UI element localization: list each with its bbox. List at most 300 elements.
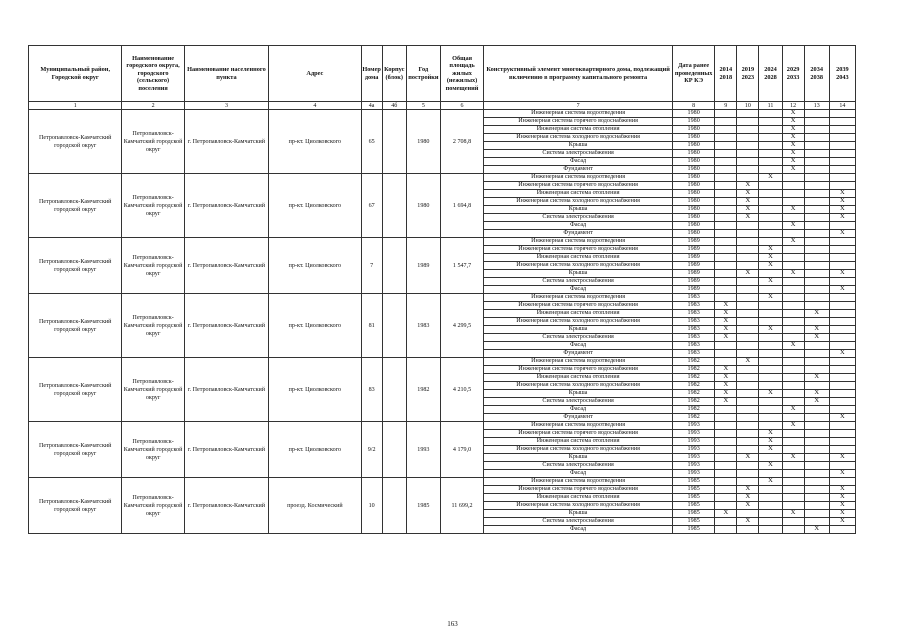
period-mark-cell bbox=[782, 214, 804, 222]
period-mark-cell bbox=[737, 414, 759, 422]
period-mark-cell bbox=[737, 342, 759, 350]
period-mark-cell bbox=[782, 294, 804, 302]
period-mark-cell bbox=[715, 206, 737, 214]
prior-repair-date-cell: 1985 bbox=[673, 486, 715, 494]
period-mark-cell bbox=[737, 510, 759, 518]
period-mark-cell: X bbox=[737, 358, 759, 366]
element-name-cell: Инженерная система горячего водоснабжения bbox=[484, 302, 673, 310]
municipality-cell: Петропавловск-Камчатский городской округ bbox=[29, 358, 122, 422]
period-mark-cell bbox=[804, 462, 829, 470]
period-mark-cell: X bbox=[759, 326, 782, 334]
period-mark-cell: X bbox=[759, 462, 782, 470]
element-name-cell: Фасад bbox=[484, 342, 673, 350]
element-name-cell: Инженерная система водоотведения bbox=[484, 294, 673, 302]
header-cell: Корпус (блок) bbox=[382, 46, 406, 102]
table-row bbox=[29, 110, 856, 118]
period-mark-cell bbox=[715, 118, 737, 126]
period-mark-cell bbox=[782, 398, 804, 406]
period-mark-cell bbox=[782, 182, 804, 190]
period-mark-cell bbox=[782, 438, 804, 446]
period-mark-cell bbox=[737, 398, 759, 406]
period-mark-cell bbox=[715, 262, 737, 270]
period-mark-cell: X bbox=[829, 350, 855, 358]
period-mark-cell bbox=[737, 246, 759, 254]
period-mark-cell: X bbox=[829, 502, 855, 510]
period-mark-cell bbox=[715, 350, 737, 358]
column-number: 4 bbox=[269, 102, 361, 110]
period-mark-cell: X bbox=[715, 398, 737, 406]
period-mark-cell: X bbox=[782, 166, 804, 174]
period-mark-cell bbox=[829, 366, 855, 374]
prior-repair-date-cell: 1980 bbox=[673, 134, 715, 142]
block-cell bbox=[382, 422, 406, 478]
prior-repair-date-cell: 1985 bbox=[673, 494, 715, 502]
prior-repair-date-cell: 1982 bbox=[673, 358, 715, 366]
column-number: 10 bbox=[737, 102, 759, 110]
period-mark-cell: X bbox=[737, 502, 759, 510]
period-mark-cell bbox=[759, 126, 782, 134]
element-name-cell: Инженерная система холодного водоснабжения bbox=[484, 318, 673, 326]
header-cell: Дата ранее проведенных КР КЭ bbox=[673, 46, 715, 102]
prior-repair-date-cell: 1985 bbox=[673, 510, 715, 518]
column-number: 5 bbox=[406, 102, 440, 110]
prior-repair-date-cell: 1982 bbox=[673, 398, 715, 406]
period-mark-cell bbox=[829, 390, 855, 398]
municipality-cell: Петропавловск-Камчатский городской округ bbox=[29, 110, 122, 174]
period-mark-cell bbox=[804, 422, 829, 430]
period-mark-cell bbox=[804, 142, 829, 150]
prior-repair-date-cell: 1985 bbox=[673, 518, 715, 526]
period-mark-cell bbox=[829, 326, 855, 334]
period-mark-cell bbox=[829, 238, 855, 246]
element-name-cell: Инженерная система водоотведения bbox=[484, 110, 673, 118]
element-name-cell: Инженерная система водоотведения bbox=[484, 422, 673, 430]
address-cell: пр-кт. Циолковского bbox=[269, 110, 361, 174]
prior-repair-date-cell: 1989 bbox=[673, 286, 715, 294]
period-mark-cell bbox=[737, 134, 759, 142]
element-name-cell: Фасад bbox=[484, 470, 673, 478]
header-cell: 2019 2023 bbox=[737, 46, 759, 102]
period-mark-cell bbox=[782, 414, 804, 422]
period-mark-cell bbox=[804, 294, 829, 302]
period-mark-cell bbox=[782, 310, 804, 318]
period-mark-cell bbox=[829, 334, 855, 342]
period-mark-cell bbox=[804, 174, 829, 182]
table-row bbox=[29, 294, 856, 302]
column-number: 4б bbox=[382, 102, 406, 110]
period-mark-cell bbox=[829, 318, 855, 326]
period-mark-cell: X bbox=[782, 110, 804, 118]
element-name-cell: Инженерная система отопления bbox=[484, 190, 673, 198]
period-mark-cell bbox=[737, 366, 759, 374]
period-mark-cell bbox=[782, 502, 804, 510]
element-name-cell: Крыша bbox=[484, 454, 673, 462]
period-mark-cell bbox=[782, 446, 804, 454]
period-mark-cell bbox=[782, 478, 804, 486]
period-mark-cell: X bbox=[782, 206, 804, 214]
period-mark-cell bbox=[715, 438, 737, 446]
period-mark-cell bbox=[715, 158, 737, 166]
prior-repair-date-cell: 1993 bbox=[673, 470, 715, 478]
element-name-cell: Фасад bbox=[484, 222, 673, 230]
period-mark-cell bbox=[737, 446, 759, 454]
period-mark-cell: X bbox=[782, 422, 804, 430]
period-mark-cell bbox=[782, 318, 804, 326]
period-mark-cell: X bbox=[715, 302, 737, 310]
prior-repair-date-cell: 1983 bbox=[673, 310, 715, 318]
prior-repair-date-cell: 1993 bbox=[673, 446, 715, 454]
period-mark-cell bbox=[759, 358, 782, 366]
period-mark-cell bbox=[759, 342, 782, 350]
period-mark-cell bbox=[759, 142, 782, 150]
period-mark-cell bbox=[829, 110, 855, 118]
period-mark-cell: X bbox=[829, 214, 855, 222]
period-mark-cell bbox=[737, 326, 759, 334]
prior-repair-date-cell: 1980 bbox=[673, 126, 715, 134]
municipality-cell: Петропавловск-Камчатский городской округ bbox=[29, 478, 122, 534]
prior-repair-date-cell: 1989 bbox=[673, 262, 715, 270]
period-mark-cell bbox=[829, 166, 855, 174]
period-mark-cell bbox=[829, 438, 855, 446]
prior-repair-date-cell: 1993 bbox=[673, 438, 715, 446]
period-mark-cell bbox=[759, 414, 782, 422]
period-mark-cell bbox=[782, 246, 804, 254]
period-mark-cell bbox=[782, 334, 804, 342]
period-mark-cell bbox=[804, 262, 829, 270]
period-mark-cell bbox=[804, 342, 829, 350]
period-mark-cell bbox=[759, 526, 782, 534]
element-name-cell: Фундамент bbox=[484, 414, 673, 422]
period-mark-cell bbox=[759, 406, 782, 414]
area-cell: 11 699,2 bbox=[440, 478, 483, 534]
period-mark-cell bbox=[804, 118, 829, 126]
element-name-cell: Инженерная система горячего водоснабжения bbox=[484, 246, 673, 254]
period-mark-cell: X bbox=[715, 334, 737, 342]
period-mark-cell bbox=[804, 206, 829, 214]
period-mark-cell: X bbox=[782, 222, 804, 230]
period-mark-cell bbox=[804, 230, 829, 238]
element-name-cell: Инженерная система отопления bbox=[484, 310, 673, 318]
period-mark-cell bbox=[829, 462, 855, 470]
period-mark-cell bbox=[715, 238, 737, 246]
period-mark-cell bbox=[804, 182, 829, 190]
period-mark-cell bbox=[737, 174, 759, 182]
period-mark-cell bbox=[715, 526, 737, 534]
period-mark-cell: X bbox=[759, 294, 782, 302]
block-cell bbox=[382, 238, 406, 294]
table-row bbox=[29, 358, 856, 366]
capital-repair-table bbox=[28, 45, 856, 534]
period-mark-cell: X bbox=[804, 390, 829, 398]
table-row bbox=[29, 478, 856, 486]
period-mark-cell bbox=[759, 382, 782, 390]
element-name-cell: Инженерная система отопления bbox=[484, 254, 673, 262]
period-mark-cell bbox=[737, 526, 759, 534]
header-cell: 2039 2043 bbox=[829, 46, 855, 102]
period-mark-cell bbox=[737, 310, 759, 318]
period-mark-cell bbox=[737, 406, 759, 414]
period-mark-cell bbox=[829, 158, 855, 166]
prior-repair-date-cell: 1980 bbox=[673, 118, 715, 126]
period-mark-cell bbox=[759, 502, 782, 510]
element-name-cell: Система электроснабжения bbox=[484, 214, 673, 222]
period-mark-cell bbox=[829, 118, 855, 126]
period-mark-cell bbox=[759, 334, 782, 342]
header-cell: Год постройки bbox=[406, 46, 440, 102]
prior-repair-date-cell: 1989 bbox=[673, 254, 715, 262]
period-mark-cell bbox=[737, 278, 759, 286]
period-mark-cell bbox=[737, 254, 759, 262]
house-number-cell: 67 bbox=[361, 174, 382, 238]
column-number: 3 bbox=[184, 102, 268, 110]
prior-repair-date-cell: 1985 bbox=[673, 526, 715, 534]
prior-repair-date-cell: 1983 bbox=[673, 334, 715, 342]
period-mark-cell: X bbox=[804, 334, 829, 342]
period-mark-cell bbox=[759, 318, 782, 326]
prior-repair-date-cell: 1982 bbox=[673, 374, 715, 382]
period-mark-cell bbox=[715, 294, 737, 302]
period-mark-cell bbox=[829, 446, 855, 454]
prior-repair-date-cell: 1993 bbox=[673, 462, 715, 470]
period-mark-cell: X bbox=[715, 390, 737, 398]
period-mark-cell bbox=[737, 166, 759, 174]
period-mark-cell bbox=[804, 494, 829, 502]
house-number-cell: 83 bbox=[361, 358, 382, 422]
period-mark-cell: X bbox=[782, 142, 804, 150]
prior-repair-date-cell: 1985 bbox=[673, 478, 715, 486]
period-mark-cell bbox=[737, 110, 759, 118]
period-mark-cell bbox=[737, 390, 759, 398]
municipality-cell: Петропавловск-Камчатский городской округ bbox=[29, 294, 122, 358]
period-mark-cell bbox=[737, 382, 759, 390]
period-mark-cell bbox=[829, 430, 855, 438]
period-mark-cell: X bbox=[804, 374, 829, 382]
period-mark-cell bbox=[829, 246, 855, 254]
table-row bbox=[29, 422, 856, 430]
period-mark-cell bbox=[782, 198, 804, 206]
period-mark-cell: X bbox=[715, 310, 737, 318]
prior-repair-date-cell: 1980 bbox=[673, 166, 715, 174]
period-mark-cell bbox=[759, 118, 782, 126]
period-mark-cell bbox=[804, 318, 829, 326]
period-mark-cell bbox=[782, 470, 804, 478]
element-name-cell: Инженерная система отопления bbox=[484, 374, 673, 382]
block-cell bbox=[382, 174, 406, 238]
period-mark-cell bbox=[829, 526, 855, 534]
period-mark-cell: X bbox=[829, 190, 855, 198]
period-mark-cell bbox=[829, 222, 855, 230]
period-mark-cell bbox=[759, 494, 782, 502]
header-cell: Муниципальный район, Городской округ bbox=[29, 46, 122, 102]
element-name-cell: Крыша bbox=[484, 206, 673, 214]
period-mark-cell: X bbox=[759, 278, 782, 286]
period-mark-cell bbox=[804, 350, 829, 358]
period-mark-cell bbox=[737, 142, 759, 150]
prior-repair-date-cell: 1989 bbox=[673, 270, 715, 278]
period-mark-cell bbox=[782, 382, 804, 390]
period-mark-cell bbox=[829, 478, 855, 486]
locality-cell: г. Петропавловск-Камчатский bbox=[184, 294, 268, 358]
period-mark-cell bbox=[715, 198, 737, 206]
period-mark-cell bbox=[737, 374, 759, 382]
period-mark-cell bbox=[782, 286, 804, 294]
element-name-cell: Крыша bbox=[484, 510, 673, 518]
period-mark-cell bbox=[737, 318, 759, 326]
build-year-cell: 1980 bbox=[406, 110, 440, 174]
period-mark-cell bbox=[829, 374, 855, 382]
period-mark-cell bbox=[829, 254, 855, 262]
period-mark-cell bbox=[759, 454, 782, 462]
prior-repair-date-cell: 1982 bbox=[673, 406, 715, 414]
period-mark-cell bbox=[829, 382, 855, 390]
period-mark-cell bbox=[804, 278, 829, 286]
period-mark-cell: X bbox=[782, 150, 804, 158]
period-mark-cell: X bbox=[715, 318, 737, 326]
period-mark-cell: X bbox=[829, 510, 855, 518]
period-mark-cell bbox=[737, 438, 759, 446]
element-name-cell: Инженерная система холодного водоснабжения bbox=[484, 446, 673, 454]
period-mark-cell: X bbox=[759, 254, 782, 262]
build-year-cell: 1993 bbox=[406, 422, 440, 478]
element-name-cell: Фасад bbox=[484, 158, 673, 166]
period-mark-cell: X bbox=[737, 206, 759, 214]
period-mark-cell bbox=[737, 470, 759, 478]
column-number: 2 bbox=[122, 102, 184, 110]
header-cell: Общая площадь жилых (нежилых) помещений bbox=[440, 46, 483, 102]
period-mark-cell bbox=[737, 478, 759, 486]
period-mark-cell bbox=[715, 182, 737, 190]
period-mark-cell: X bbox=[737, 214, 759, 222]
period-mark-cell bbox=[804, 518, 829, 526]
period-mark-cell bbox=[715, 462, 737, 470]
element-name-cell: Крыша bbox=[484, 142, 673, 150]
period-mark-cell: X bbox=[737, 190, 759, 198]
element-name-cell: Инженерная система холодного водоснабжения bbox=[484, 198, 673, 206]
prior-repair-date-cell: 1982 bbox=[673, 390, 715, 398]
element-name-cell: Инженерная система горячего водоснабжения bbox=[484, 430, 673, 438]
element-name-cell: Инженерная система горячего водоснабжения bbox=[484, 486, 673, 494]
municipality-cell: Петропавловск-Камчатский городской округ bbox=[29, 238, 122, 294]
column-number: 13 bbox=[804, 102, 829, 110]
period-mark-cell bbox=[804, 126, 829, 134]
period-mark-cell bbox=[759, 214, 782, 222]
element-name-cell: Инженерная система горячего водоснабжения bbox=[484, 182, 673, 190]
locality-cell: г. Петропавловск-Камчатский bbox=[184, 358, 268, 422]
period-mark-cell bbox=[715, 358, 737, 366]
element-name-cell: Система электроснабжения bbox=[484, 278, 673, 286]
period-mark-cell bbox=[759, 158, 782, 166]
period-mark-cell bbox=[804, 238, 829, 246]
period-mark-cell: X bbox=[715, 366, 737, 374]
element-name-cell: Крыша bbox=[484, 270, 673, 278]
prior-repair-date-cell: 1993 bbox=[673, 430, 715, 438]
period-mark-cell bbox=[804, 254, 829, 262]
period-mark-cell: X bbox=[829, 414, 855, 422]
period-mark-cell: X bbox=[829, 494, 855, 502]
settlement-cell: Петропавловск-Камчатский городской округ bbox=[122, 238, 184, 294]
period-mark-cell bbox=[759, 286, 782, 294]
prior-repair-date-cell: 1989 bbox=[673, 246, 715, 254]
period-mark-cell bbox=[715, 166, 737, 174]
period-mark-cell bbox=[804, 270, 829, 278]
element-name-cell: Система электроснабжения bbox=[484, 398, 673, 406]
period-mark-cell bbox=[737, 230, 759, 238]
period-mark-cell bbox=[782, 262, 804, 270]
column-number: 11 bbox=[759, 102, 782, 110]
period-mark-cell bbox=[782, 494, 804, 502]
element-name-cell: Инженерная система горячего водоснабжения bbox=[484, 118, 673, 126]
period-mark-cell bbox=[782, 326, 804, 334]
prior-repair-date-cell: 1980 bbox=[673, 190, 715, 198]
element-name-cell: Инженерная система отопления bbox=[484, 494, 673, 502]
period-mark-cell: X bbox=[782, 342, 804, 350]
settlement-cell: Петропавловск-Камчатский городской округ bbox=[122, 174, 184, 238]
period-mark-cell: X bbox=[804, 398, 829, 406]
prior-repair-date-cell: 1993 bbox=[673, 454, 715, 462]
page-number: 163 bbox=[447, 620, 458, 628]
build-year-cell: 1982 bbox=[406, 358, 440, 422]
period-mark-cell bbox=[782, 174, 804, 182]
period-mark-cell: X bbox=[829, 518, 855, 526]
prior-repair-date-cell: 1985 bbox=[673, 502, 715, 510]
period-mark-cell bbox=[737, 238, 759, 246]
period-mark-cell bbox=[804, 302, 829, 310]
column-number: 4а bbox=[361, 102, 382, 110]
period-mark-cell bbox=[715, 110, 737, 118]
period-mark-cell bbox=[759, 270, 782, 278]
period-mark-cell bbox=[715, 270, 737, 278]
period-mark-cell bbox=[715, 494, 737, 502]
period-mark-cell: X bbox=[715, 382, 737, 390]
period-mark-cell bbox=[829, 150, 855, 158]
settlement-cell: Петропавловск-Камчатский городской округ bbox=[122, 110, 184, 174]
period-mark-cell bbox=[759, 350, 782, 358]
period-mark-cell bbox=[737, 430, 759, 438]
element-name-cell: Фасад bbox=[484, 286, 673, 294]
period-mark-cell bbox=[804, 222, 829, 230]
period-mark-cell bbox=[737, 150, 759, 158]
period-mark-cell bbox=[829, 398, 855, 406]
table-row bbox=[29, 174, 856, 182]
period-mark-cell bbox=[804, 502, 829, 510]
element-name-cell: Фундамент bbox=[484, 166, 673, 174]
header-cell: 2034 2038 bbox=[804, 46, 829, 102]
period-mark-cell bbox=[737, 462, 759, 470]
period-mark-cell bbox=[759, 486, 782, 494]
period-mark-cell bbox=[829, 182, 855, 190]
period-mark-cell: X bbox=[759, 246, 782, 254]
period-mark-cell: X bbox=[759, 430, 782, 438]
period-mark-cell bbox=[759, 310, 782, 318]
period-mark-cell: X bbox=[829, 286, 855, 294]
period-mark-cell: X bbox=[737, 198, 759, 206]
period-mark-cell bbox=[782, 254, 804, 262]
period-mark-cell: X bbox=[829, 470, 855, 478]
prior-repair-date-cell: 1983 bbox=[673, 294, 715, 302]
period-mark-cell bbox=[804, 198, 829, 206]
period-mark-cell bbox=[829, 406, 855, 414]
prior-repair-date-cell: 1980 bbox=[673, 110, 715, 118]
period-mark-cell bbox=[715, 174, 737, 182]
prior-repair-date-cell: 1980 bbox=[673, 230, 715, 238]
period-mark-cell bbox=[782, 190, 804, 198]
period-mark-cell bbox=[759, 470, 782, 478]
period-mark-cell: X bbox=[715, 326, 737, 334]
period-mark-cell bbox=[715, 190, 737, 198]
address-cell: пр-кт. Циолковского bbox=[269, 358, 361, 422]
period-mark-cell: X bbox=[782, 158, 804, 166]
build-year-cell: 1983 bbox=[406, 294, 440, 358]
